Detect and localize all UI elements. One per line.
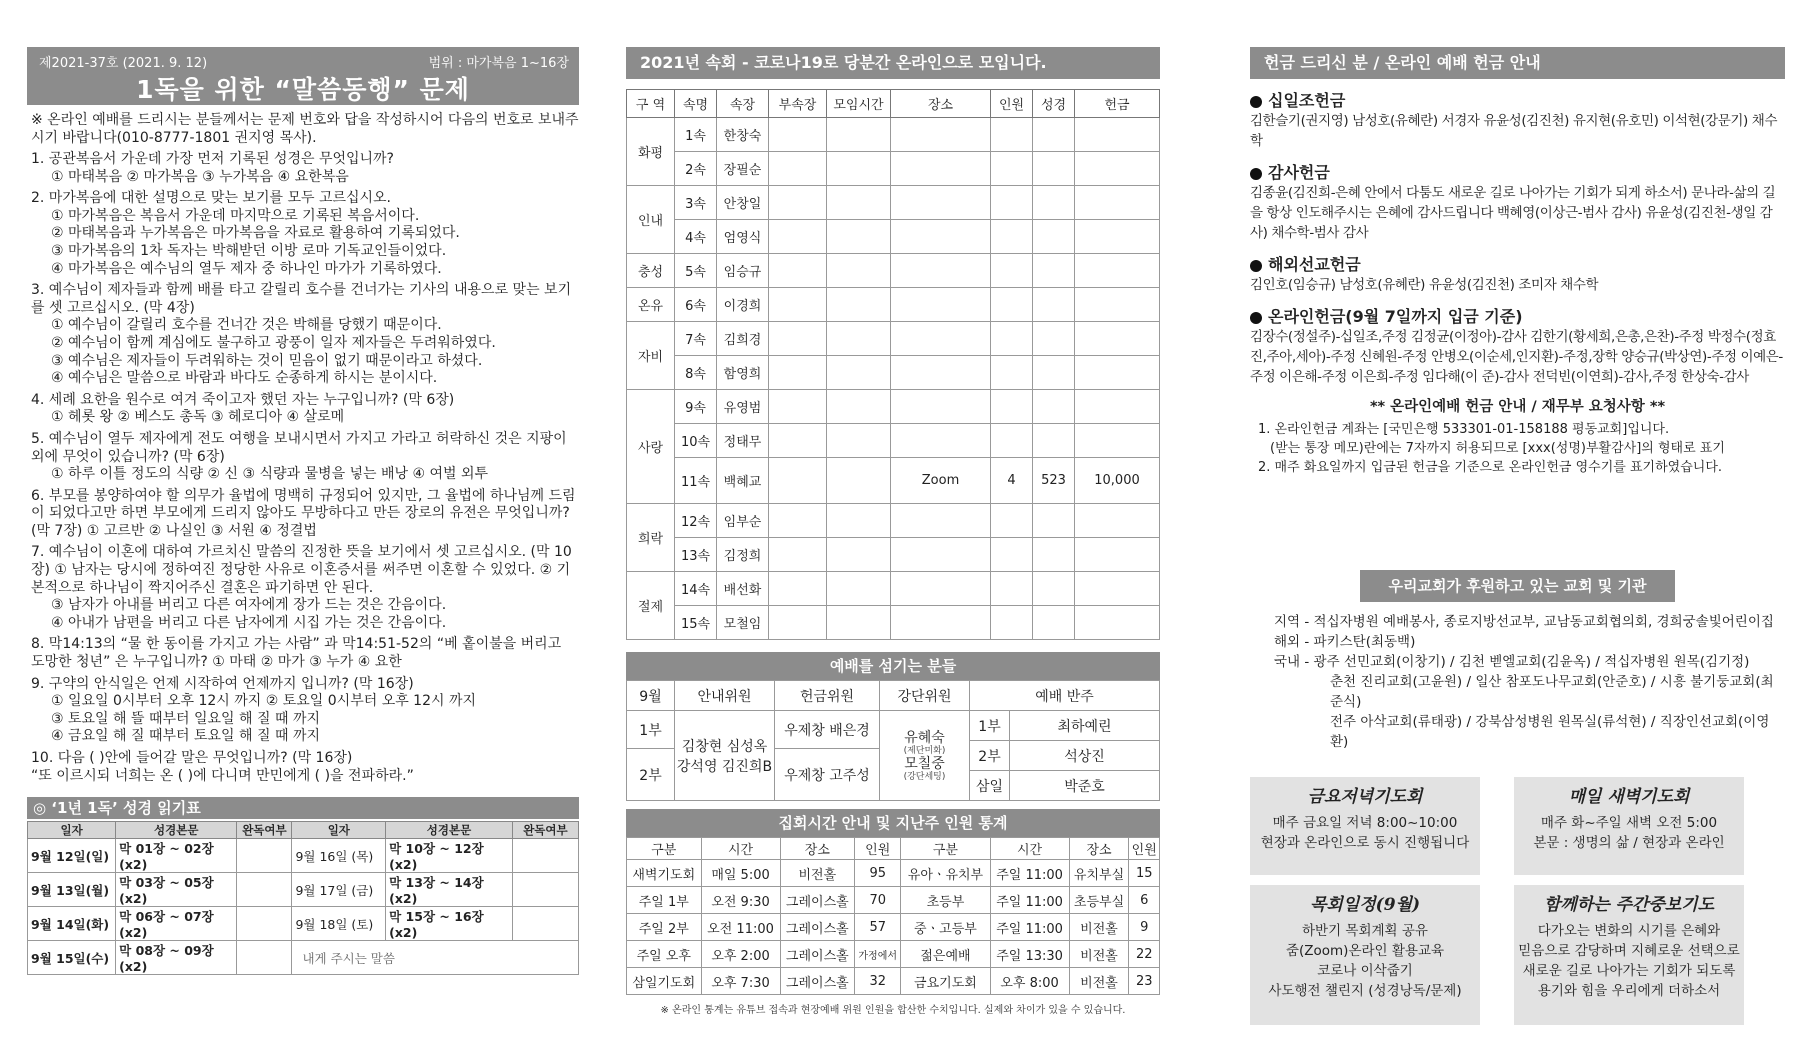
accomp-label: 2부 bbox=[970, 741, 1010, 771]
option: ② 예수님이 함께 계심에도 불구하고 광풍이 일자 제자들은 두려워하였다. bbox=[51, 334, 496, 351]
cell-no: 2속 bbox=[675, 152, 717, 186]
stat-cell: 22 bbox=[1129, 941, 1160, 968]
cell-no: 8속 bbox=[675, 356, 717, 390]
stat-cell: 매일 5:00 bbox=[701, 860, 780, 887]
stat-cell: 새벽기도회 bbox=[627, 860, 702, 887]
stat-cell: 주일 오후 bbox=[627, 941, 702, 968]
offering-names: 우제창 고주성 bbox=[775, 749, 880, 801]
cell-leader: 배선화 bbox=[717, 572, 769, 606]
accomp-name: 박준호 bbox=[1010, 771, 1160, 801]
column-header: 장소 bbox=[891, 90, 991, 118]
request-item: (받는 통장 메모)란에는 7자까지 허용되므로 [xxx(성명)부활감사]의 형태로 표기 bbox=[1270, 441, 1725, 456]
table-row bbox=[627, 711, 1160, 741]
stat-cell: 6 bbox=[1129, 887, 1160, 914]
table-row bbox=[627, 152, 1160, 186]
stat-cell: 오후 7:30 bbox=[701, 968, 780, 995]
quiz-column bbox=[27, 47, 579, 1007]
cell-no: 3속 bbox=[675, 186, 717, 220]
request-list bbox=[1250, 420, 1785, 477]
question-text: 4. 세례 요한을 원수로 여겨 죽이고자 했던 자는 누구입니까? (막 6장) bbox=[31, 391, 455, 408]
servers-title: 예배를 섬기는 분들 bbox=[626, 652, 1160, 680]
table-row bbox=[28, 907, 579, 941]
column-header: 인원 bbox=[1129, 838, 1160, 860]
question-10 bbox=[27, 750, 579, 785]
stat-cell: 그레이스홀 bbox=[780, 887, 855, 914]
cell-area: 화평 bbox=[627, 118, 675, 186]
question-text: 3. 예수님이 제자들과 함께 배를 타고 갈릴리 호수를 건너가는 기사의 내용으로 맞는 보기를 셋 고르십시오. (막 4장) bbox=[31, 282, 572, 316]
question-options: ① 마태복음 ② 마가복음 ③ 누가복음 ④ 요한복음 bbox=[51, 168, 349, 185]
read-text: 막 10장 ~ 12장 (x2) bbox=[386, 839, 513, 873]
stat-cell: 비전홀 bbox=[1069, 941, 1129, 968]
stat-cell: 그레이스홀 bbox=[780, 914, 855, 941]
cell-no: 9속 bbox=[675, 390, 717, 424]
column-header: 성경본문 bbox=[116, 822, 237, 839]
box-title: 매일 새벽기도회 bbox=[1568, 787, 1690, 807]
cell-leader: 유영범 bbox=[717, 390, 769, 424]
cell-no: 6속 bbox=[675, 288, 717, 322]
read-date: 9월 17일 (금) bbox=[292, 873, 386, 907]
ministry-schedule-box bbox=[1250, 885, 1480, 1025]
cell-area: 절제 bbox=[627, 572, 675, 640]
stats-title: 집회시간 안내 및 지난주 인원 통계 bbox=[626, 809, 1160, 837]
usher-name: 강석영 김진희B bbox=[676, 758, 773, 775]
request-item: 2. 매주 화요일까지 입금된 헌금을 기준으로 온라인헌금 영수기를 표기하였습니다. bbox=[1258, 460, 1723, 475]
question-verse: “또 이르시되 너희는 온 ( )에 다니며 만민에게 ( )을 전파하라.” bbox=[31, 767, 414, 784]
option: ③ 남자가 아내를 버리고 다른 여자에게 장가 드는 것은 간음이다. bbox=[51, 597, 447, 614]
column-header: 안내위원 bbox=[675, 681, 775, 711]
cells-title: 2021년 속회 - 코로나19로 당분간 온라인으로 모입니다. bbox=[626, 47, 1160, 79]
table-row bbox=[627, 941, 1160, 968]
column-header: 완독여부 bbox=[237, 822, 292, 839]
cell-leader: 한창숙 bbox=[717, 118, 769, 152]
quiz-header bbox=[27, 47, 579, 105]
option: ③ 토요일 해 뜰 때부터 일요일 해 질 때 까지 bbox=[51, 710, 320, 727]
cell-leader: 정태무 bbox=[717, 424, 769, 458]
table-row bbox=[627, 322, 1160, 356]
column-header: 강단위원 bbox=[880, 681, 970, 711]
stat-cell: 32 bbox=[855, 968, 901, 995]
read-text: 막 15장 ~ 16장 (x2) bbox=[386, 907, 513, 941]
question-9 bbox=[27, 676, 579, 746]
option: ③ 마가복음의 1차 독자는 박해받던 이방 로마 기독교인들이었다. bbox=[51, 242, 447, 259]
read-check[interactable] bbox=[237, 941, 292, 975]
question-8 bbox=[27, 636, 579, 671]
table-row bbox=[627, 390, 1160, 424]
bullet-icon bbox=[1250, 312, 1262, 324]
cell-bible: 523 bbox=[1033, 458, 1075, 504]
column-header: 완독여부 bbox=[512, 822, 578, 839]
service-label: 1부 bbox=[627, 711, 675, 749]
box-line: 현장과 온라인으로 동시 진행됩니다 bbox=[1260, 835, 1470, 851]
accomp-label: 삼일 bbox=[970, 771, 1010, 801]
table-row bbox=[627, 424, 1160, 458]
stat-cell: 15 bbox=[1129, 860, 1160, 887]
cell-leader: 함영희 bbox=[717, 356, 769, 390]
column-header: 일자 bbox=[292, 822, 386, 839]
cell-leader: 이경희 bbox=[717, 288, 769, 322]
stat-cell: 오후 2:00 bbox=[701, 941, 780, 968]
cell-leader: 김정희 bbox=[717, 538, 769, 572]
table-header-row bbox=[627, 838, 1160, 860]
question-1 bbox=[27, 151, 579, 186]
question-3 bbox=[27, 282, 579, 388]
thanks-heading: 감사헌금 bbox=[1250, 160, 1785, 183]
option: ② 마태복음과 누가복음은 마가복음을 자료로 활용하여 기록되었다. bbox=[51, 225, 460, 242]
thanks-names: 김종윤(김진희-은혜 안에서 다툼도 새로운 길로 나아가는 기회가 되게 하소서) 문나라-삶의 길을 항상 인도해주시는 은혜에 감사드립니다 백혜영(이상근-범사 감사) 유윤성(김진천-생일 감사) 채수학-범사 감사 bbox=[1250, 185, 1776, 241]
read-text: 막 01장 ~ 02장 (x2) bbox=[116, 839, 237, 873]
option: ① 일요일 0시부터 오후 12시 까지 ② 토요일 0시부터 오후 12시 까지 bbox=[51, 693, 477, 710]
cell-area: 희락 bbox=[627, 504, 675, 572]
stat-cell: 비전홀 bbox=[780, 860, 855, 887]
column-header: 헌금위원 bbox=[775, 681, 880, 711]
column-header: 인원 bbox=[991, 90, 1033, 118]
cell-no: 11속 bbox=[675, 458, 717, 504]
stat-cell: 초등부실 bbox=[1069, 887, 1129, 914]
table-header-row bbox=[627, 681, 1160, 711]
stat-cell: 주일 1부 bbox=[627, 887, 702, 914]
cell-leader: 엄영식 bbox=[717, 220, 769, 254]
altar-name: 모칠중 bbox=[904, 755, 945, 772]
cell-count: 4 bbox=[991, 458, 1033, 504]
cell-leader: 김희경 bbox=[717, 322, 769, 356]
offering-names: 우제창 배은경 bbox=[775, 711, 880, 749]
table-row bbox=[627, 458, 1160, 504]
question-text: 2. 마가복음에 대한 설명으로 맞는 보기를 모두 고르십시오. bbox=[31, 190, 392, 207]
column-header: 시간 bbox=[701, 838, 780, 860]
read-text: 막 06장 ~ 07장 (x2) bbox=[116, 907, 237, 941]
mission-names: 김인호(임승규) 남성호(유혜란) 유윤성(김진천) 조미자 채수학 bbox=[1250, 277, 1599, 293]
quiz-title: 1독을 위한 “말씀동행” 문제 bbox=[136, 75, 470, 104]
box-line: 용기와 힘을 우리에게 더하소서 bbox=[1537, 983, 1721, 999]
issue-number: 제2021-37호 (2021. 9. 12) bbox=[39, 56, 208, 71]
read-text: 막 08장 ~ 09장 (x2) bbox=[116, 941, 237, 975]
tithe-heading: 십일조헌금 bbox=[1250, 88, 1785, 111]
stat-cell: 비전홀 bbox=[1069, 914, 1129, 941]
support-list bbox=[1250, 612, 1785, 752]
column-header: 구분 bbox=[627, 838, 702, 860]
online-names: 김장수(정설주)-십일조,주정 김정균(이정아)-감사 김한기(황세희,은총,은찬)-주정 박정수(정효진,주아,세아)-주정 신혜원-주정 안병오(이순세,인지환)-주정,장학 양승규(박상연)-주정 이예은-주정 이은해-주정 이은희-주정 임다해(이 준)-감사 전덕빈(이연희)-감사,주정 한상숙-감사 bbox=[1250, 329, 1783, 385]
column-header: 헌금 bbox=[1075, 90, 1160, 118]
table-header-row bbox=[627, 90, 1160, 118]
box-line: 하반기 목회계획 공유 bbox=[1302, 923, 1428, 939]
usher-names bbox=[675, 711, 775, 801]
intercession-box bbox=[1514, 885, 1744, 1025]
cell-groups-table bbox=[626, 89, 1160, 640]
question-6 bbox=[27, 488, 579, 541]
column-header: 인원 bbox=[855, 838, 901, 860]
box-line: 본문 : 생명의 삶 / 현장과 온라인 bbox=[1533, 835, 1725, 851]
stat-cell: 그레이스홀 bbox=[780, 968, 855, 995]
table-row bbox=[28, 873, 579, 907]
stat-cell: 오전 9:30 bbox=[701, 887, 780, 914]
stat-cell: 금요기도회 bbox=[901, 968, 990, 995]
read-note: 내게 주시는 말씀 bbox=[292, 941, 579, 975]
support-item: 전주 아삭교회(류태광) / 강북삼성병원 원목실(류석현) / 직장인선교회(이영환) bbox=[1330, 714, 1770, 750]
cell-area: 온유 bbox=[627, 288, 675, 322]
read-date: 9월 16일 (목) bbox=[292, 839, 386, 873]
cell-leader: 안창일 bbox=[717, 186, 769, 220]
cell-no: 10속 bbox=[675, 424, 717, 458]
quiz-intro: ※ 온라인 예배를 드리시는 분들께서는 문제 번호와 답을 작성하시어 다음의 번호로 보내주시기 바랍니다(010-8777-1801 권지영 목사). bbox=[31, 112, 579, 146]
read-text: 막 13장 ~ 14장 (x2) bbox=[386, 873, 513, 907]
table-row bbox=[627, 887, 1160, 914]
question-options: ① 하루 이틀 정도의 식량 ② 신 ③ 식량과 물병을 넣는 배낭 ④ 여벌 외투 bbox=[51, 466, 489, 483]
question-4 bbox=[27, 392, 579, 427]
option: ④ 금요일 해 질 때부터 토요일 해 질 때 까지 bbox=[51, 728, 320, 745]
bullet-icon bbox=[1250, 168, 1262, 180]
question-text: 6. 부모를 봉양하여야 할 의무가 율법에 명백히 규정되어 있지만, 그 율법에 하나님께 드림이 되었다고만 하면 부모에게 드리지 않아도 무방하다고 만든 장로의 유전은 무엇입니까? (막 7장) ① 고르반 ② 나실인 ③ 서원 ④ 정결법 bbox=[31, 487, 576, 539]
question-7 bbox=[27, 544, 579, 632]
table-row bbox=[627, 572, 1160, 606]
option: ④ 예수님은 말씀으로 바람과 바다도 순종하게 하시는 분이시다. bbox=[51, 370, 438, 387]
stat-cell: 유치부실 bbox=[1069, 860, 1129, 887]
cell-no: 4속 bbox=[675, 220, 717, 254]
question-options: ① 헤롯 왕 ② 베스도 총독 ③ 헤로디아 ④ 살로메 bbox=[51, 409, 345, 426]
read-check[interactable] bbox=[237, 839, 292, 873]
table-row bbox=[627, 356, 1160, 390]
column-header: 구 역 bbox=[627, 90, 675, 118]
read-check[interactable] bbox=[512, 907, 578, 941]
question-text: 9. 구약의 안식일은 언제 시작하여 언제까지 입니까? (막 16장) bbox=[31, 675, 414, 692]
accomp-label: 1부 bbox=[970, 711, 1010, 741]
service-label: 2부 bbox=[627, 749, 675, 801]
question-2 bbox=[27, 190, 579, 278]
offerings-title: 헌금 드리신 분 / 온라인 예배 헌금 안내 bbox=[1250, 47, 1785, 79]
request-item: 1. 온라인헌금 계좌는 [국민은행 533301-01-158188 평동교회]입니다. bbox=[1258, 422, 1670, 437]
altar-role: (제단미화) bbox=[903, 745, 946, 756]
stats-table bbox=[626, 837, 1160, 995]
cell-place: Zoom bbox=[891, 458, 991, 504]
stat-cell: 57 bbox=[855, 914, 901, 941]
stat-cell: 삼일기도회 bbox=[627, 968, 702, 995]
read-check[interactable] bbox=[512, 839, 578, 873]
stat-cell: 주일 11:00 bbox=[990, 887, 1069, 914]
stat-cell: 유아ㆍ유치부 bbox=[901, 860, 990, 887]
mission-heading: 해외선교헌금 bbox=[1250, 252, 1785, 275]
table-row bbox=[627, 118, 1160, 152]
support-item: 해외 - 파키스탄(최동백) bbox=[1274, 634, 1416, 650]
offerings-column bbox=[1250, 47, 1785, 1007]
table-row bbox=[627, 860, 1160, 887]
stat-cell: 23 bbox=[1129, 968, 1160, 995]
table-row bbox=[627, 288, 1160, 322]
column-header: 성경 bbox=[1033, 90, 1075, 118]
tithe-names: 김한슬기(권지영) 남성호(유혜란) 서경자 유윤성(김진천) 유지현(유호민) 이석현(강문기) 채수학 bbox=[1250, 113, 1778, 149]
stat-cell: 가정에서 bbox=[855, 941, 901, 968]
table-row bbox=[627, 914, 1160, 941]
table-row bbox=[627, 186, 1160, 220]
altar-name: 유혜숙 bbox=[904, 729, 945, 746]
online-heading: 온라인헌금(9월 7일까지 입금 기준) bbox=[1250, 304, 1785, 327]
column-header: 일자 bbox=[28, 822, 116, 839]
box-title: 목회일정(9월) bbox=[1309, 895, 1421, 915]
cell-no: 7속 bbox=[675, 322, 717, 356]
box-line: 믿음으로 감당하며 지혜로운 선택으로 bbox=[1518, 943, 1740, 959]
cell-leader: 임승규 bbox=[717, 254, 769, 288]
stat-cell: 9 bbox=[1129, 914, 1160, 941]
table-row bbox=[627, 606, 1160, 640]
support-item: 지역 - 적십자병원 예배봉사, 종로지방선교부, 교남동교회협의회, 경희궁솔빛어린이집 bbox=[1274, 614, 1774, 630]
altar-role: (강단세팅) bbox=[903, 771, 946, 782]
box-title: 함께하는 주간중보기도 bbox=[1543, 895, 1715, 915]
column-header: 속명 bbox=[675, 90, 717, 118]
cell-leader: 장필순 bbox=[717, 152, 769, 186]
support-item: 국내 - 광주 선민교회(이창기) / 김천 벧엘교회(김윤옥) / 적십자병원 원목(김기정) bbox=[1274, 654, 1750, 670]
read-check[interactable] bbox=[237, 873, 292, 907]
box-line: 줌(Zoom)온라인 활용교육 bbox=[1285, 943, 1445, 959]
read-date: 9월 14일(화) bbox=[28, 907, 116, 941]
question-text: 8. 막14:13의 “물 한 동이를 가지고 가는 사람” 과 막14:51-52의 “베 홑이불을 버리고 도망한 청년” 은 누구입니까? ① 마태 ② 마가 ③ 누가 ④ 요한 bbox=[31, 636, 562, 671]
stat-cell: 중ㆍ고등부 bbox=[901, 914, 990, 941]
option: ③ 예수님은 제자들이 두려워하는 것이 믿음이 없기 때문이라고 하셨다. bbox=[51, 352, 483, 369]
cell-no: 1속 bbox=[675, 118, 717, 152]
read-date: 9월 13일(월) bbox=[28, 873, 116, 907]
accomp-name: 최하예린 bbox=[1010, 711, 1160, 741]
option: ④ 마가복음은 예수님의 열두 제자 중 하나인 마가가 기록하였다. bbox=[51, 260, 442, 277]
read-text: 막 03장 ~ 05장 (x2) bbox=[116, 873, 237, 907]
box-title: 금요저녁기도회 bbox=[1307, 787, 1423, 807]
cell-leader: 모철임 bbox=[717, 606, 769, 640]
option: ④ 아내가 남편을 버리고 다른 남자에게 시집 가는 것은 간음이다. bbox=[51, 614, 447, 631]
question-text: 1. 공관복음서 가운데 가장 먼저 기록된 성경은 무엇입니까? bbox=[31, 151, 394, 167]
bullet-icon bbox=[1250, 260, 1262, 272]
column-header: 구분 bbox=[901, 838, 990, 860]
table-row bbox=[627, 968, 1160, 995]
cell-area: 인내 bbox=[627, 186, 675, 254]
cell-area: 사랑 bbox=[627, 390, 675, 504]
cell-area: 충성 bbox=[627, 254, 675, 288]
accomp-name: 석상진 bbox=[1010, 741, 1160, 771]
box-line: 다가오는 변화의 시기를 은혜와 bbox=[1537, 923, 1721, 939]
option: ① 마가복음은 복음서 가운데 마지막으로 기록된 복음서이다. bbox=[51, 207, 420, 224]
cell-leader: 임부순 bbox=[717, 504, 769, 538]
stat-cell: 95 bbox=[855, 860, 901, 887]
altar-names bbox=[880, 711, 970, 801]
question-text: 7. 예수님이 이혼에 대하여 가르치신 말씀의 진정한 뜻을 보기에서 셋 고르십시오. (막 10장) ① 남자는 당시에 정하여진 정당한 사유로 이혼증서를 써주면 이혼할 수 있었다. ② 기본적으로 하나님이 짝지어주신 결혼은 파기하면 안 된다. bbox=[31, 544, 572, 596]
reading-plan-title: ◎ ‘1년 1독’ 성경 읽기표 bbox=[27, 797, 579, 819]
cell-no: 13속 bbox=[675, 538, 717, 572]
cell-leader: 백혜교 bbox=[717, 458, 769, 504]
column-header: 성경본문 bbox=[386, 822, 513, 839]
table-row bbox=[28, 941, 579, 975]
friday-prayer-box bbox=[1250, 777, 1480, 875]
cell-no: 12속 bbox=[675, 504, 717, 538]
table-row bbox=[627, 538, 1160, 572]
stat-cell: 70 bbox=[855, 887, 901, 914]
cell-no: 14속 bbox=[675, 572, 717, 606]
cell-no: 15속 bbox=[675, 606, 717, 640]
reading-plan-table bbox=[27, 821, 579, 975]
bullet-icon bbox=[1250, 96, 1262, 108]
stat-cell: 주일 13:30 bbox=[990, 941, 1069, 968]
stat-cell: 주일 11:00 bbox=[990, 914, 1069, 941]
option: ① 예수님이 갈릴리 호수를 건너간 것은 박해를 당했기 때문이다. bbox=[51, 317, 442, 334]
request-title: ** 온라인예배 헌금 안내 / 재무부 요청사항 ** bbox=[1369, 399, 1666, 415]
column-header: 장소 bbox=[1069, 838, 1129, 860]
column-header: 장소 bbox=[780, 838, 855, 860]
cell-no: 5속 bbox=[675, 254, 717, 288]
usher-name: 김창현 심성옥 bbox=[681, 738, 768, 755]
question-text: 5. 예수님이 열두 제자에게 전도 여행을 보내시면서 가지고 가라고 허락하신 것은 지팡이 외에 무엇이 있습니까? (막 6장) bbox=[31, 430, 567, 465]
box-line: 매주 화~주일 새벽 오전 5:00 bbox=[1540, 815, 1718, 831]
stat-cell: 오후 8:00 bbox=[990, 968, 1069, 995]
table-header-row bbox=[28, 822, 579, 839]
quiz-range: 범위 : 마가복음 1~16장 bbox=[428, 56, 569, 71]
cell-area: 자비 bbox=[627, 322, 675, 390]
stat-cell: 그레이스홀 bbox=[780, 941, 855, 968]
table-row bbox=[627, 220, 1160, 254]
column-header: 모임시간 bbox=[827, 90, 891, 118]
dawn-prayer-box bbox=[1514, 777, 1744, 875]
servers-table bbox=[626, 680, 1160, 801]
read-date: 9월 15일(수) bbox=[28, 941, 116, 975]
read-date: 9월 18일 (토) bbox=[292, 907, 386, 941]
question-text: 10. 다음 ( )안에 들어갈 말은 무엇입니까? (막 16장) bbox=[31, 750, 353, 766]
question-5 bbox=[27, 431, 579, 484]
stat-cell: 초등부 bbox=[901, 887, 990, 914]
stat-cell: 비전홀 bbox=[1069, 968, 1129, 995]
box-line: 매주 금요일 저녁 8:00~10:00 bbox=[1272, 815, 1458, 831]
table-row bbox=[627, 504, 1160, 538]
read-check[interactable] bbox=[237, 907, 292, 941]
read-date: 9월 12일(일) bbox=[28, 839, 116, 873]
stat-cell: 주일 2부 bbox=[627, 914, 702, 941]
box-line: 사도행전 챌린지 (성경낭독/문제) bbox=[1268, 983, 1462, 999]
cell-offering: 10,000 bbox=[1075, 458, 1160, 504]
column-header: 속장 bbox=[717, 90, 769, 118]
servers-month: 9월 bbox=[627, 681, 675, 711]
box-line: 코로나 이삭줍기 bbox=[1317, 963, 1413, 979]
stats-note: ※ 온라인 통계는 유튜브 접속과 현장예배 위원 인원을 합산한 수치입니다. 실제와 차이가 있을 수 있습니다. bbox=[660, 1005, 1126, 1016]
column-header: 시간 bbox=[990, 838, 1069, 860]
column-header: 부속장 bbox=[769, 90, 827, 118]
box-line: 새로운 길로 나아가는 기회가 되도록 bbox=[1522, 963, 1736, 979]
read-check[interactable] bbox=[512, 873, 578, 907]
column-header: 예배 반주 bbox=[970, 681, 1160, 711]
support-item: 춘천 진리교회(고윤원) / 일산 참포도나무교회(안준호) / 시흥 불기둥교회(최준식) bbox=[1330, 674, 1774, 710]
support-title: 우리교회가 후원하고 있는 교회 및 기관 bbox=[1360, 570, 1675, 602]
stat-cell: 젊은예배 bbox=[901, 941, 990, 968]
table-row bbox=[627, 254, 1160, 288]
cells-column bbox=[626, 47, 1160, 1016]
table-row bbox=[28, 839, 579, 873]
stat-cell: 오전 11:00 bbox=[701, 914, 780, 941]
stat-cell: 주일 11:00 bbox=[990, 860, 1069, 887]
